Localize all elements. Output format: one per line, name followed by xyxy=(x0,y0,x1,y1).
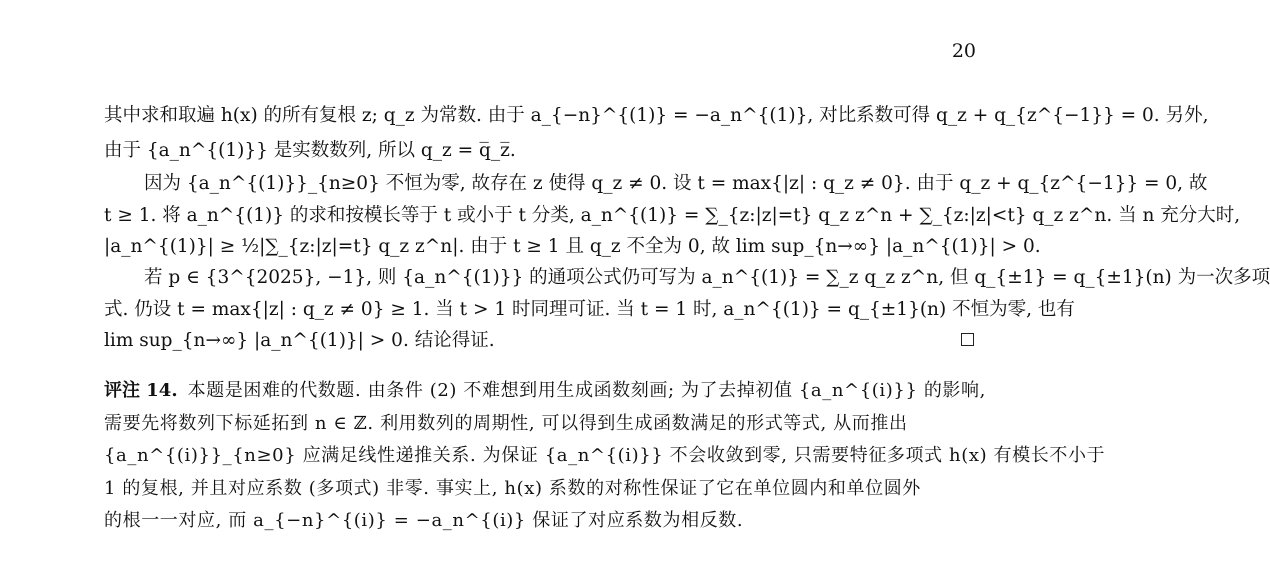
proof-line: t ≥ 1. 将 a_n^{(1)} 的求和按模长等于 t 或小于 t 分类, a_n^{(1)} = ∑_{z:|z|=t} q_z z^n + ∑_{z:|z|<t} q_z z^n. 当 n 充分大时, xyxy=(104,205,1241,226)
remark-label: 评注 14. xyxy=(104,380,178,401)
proof-line: 由于 {a_n^{(1)}} 是实数数列, 所以 q_z = q̅_z̅. xyxy=(104,140,516,161)
proof-line: 因为 {a_n^{(1)}}_{n≥0} 不恒为零, 故存在 z 使得 q_z ≠ 0. 设 t = max{|z| : q_z ≠ 0}. 由于 q_z + q_{z^{−1}} = 0, 故 xyxy=(144,173,1208,194)
remark-text: 本题是困难的代数题. 由条件 (2) 不难想到用生成函数刻画; 为了去掉初值 {a_n^{(i)}} 的影响, xyxy=(187,380,986,401)
remark-line: 需要先将数列下标延拓到 n ∈ ℤ. 利用数列的周期性, 可以得到生成函数满足的形式等式, 从而推出 xyxy=(104,413,908,434)
remark-line: {a_n^{(i)}}_{n≥0} 应满足线性递推关系. 为保证 {a_n^{(i)}} 不会收敛到零, 只需要特征多项式 h(x) 有模长不小于 xyxy=(104,445,1106,466)
remark-line: 的根一一对应, 而 a_{−n}^{(i)} = −a_n^{(i)} 保证了对应系数为相反数. xyxy=(104,510,744,531)
proof-line: |a_n^{(1)}| ≥ ½|∑_{z:|z|=t} q_z z^n|. 由于 t ≥ 1 且 q_z 不全为 0, 故 lim sup_{n→∞} |a_n^{(1)}| > 0. xyxy=(104,236,1041,257)
proof-line: lim sup_{n→∞} |a_n^{(1)}| > 0. 结论得证. xyxy=(104,330,495,351)
page-number: 20 xyxy=(951,40,976,62)
remark-line: 1 的复根, 并且对应系数 (多项式) 非零. 事实上, h(x) 系数的对称性保证了它在单位圆内和单位圆外 xyxy=(104,478,921,499)
qed-square xyxy=(961,333,974,346)
proof-line: 式. 仍设 t = max{|z| : q_z ≠ 0} ≥ 1. 当 t > 1 时同理可证. 当 t = 1 时, a_n^{(1)} = q_{±1}(n) 不恒为零, 也有 xyxy=(104,299,1075,320)
proof-line: 若 p ∈ {3^{2025}, −1}, 则 {a_n^{(1)}} 的通项公式仍可写为 a_n^{(1)} = ∑_z q_z z^n, 但 q_{±1} = q_{±1}(n) 为一次多项 xyxy=(144,267,1270,288)
proof-line: 其中求和取遍 h(x) 的所有复根 z; q_z 为常数. 由于 a_{−n}^{(1)} = −a_n^{(1)}, 对比系数可得 q_z + q_{z^{−1}} = 0. 另外, xyxy=(104,105,1209,126)
remark-first-line xyxy=(104,379,986,403)
